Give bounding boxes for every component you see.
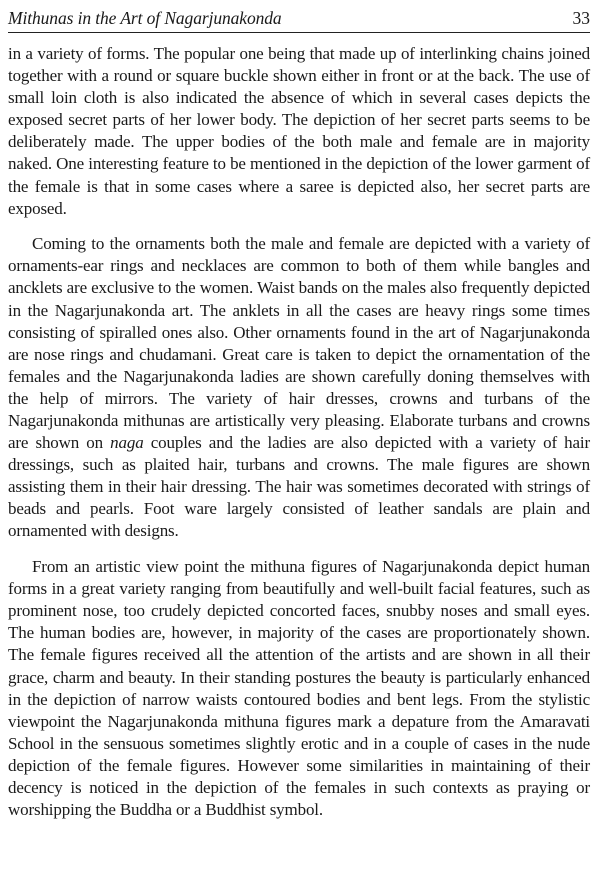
running-header (8, 8, 590, 33)
italic-term: naga (110, 433, 144, 453)
page-number: 33 (572, 8, 590, 28)
paragraph-text: couples and the ladies are also depicted with a variety of hair dressings, such as plaited hair, turbans and crowns. The male figures are shown assisting them in their hair dressing. The hair was sometimes decorated with strings of beads and pearls. Foot ware largely consisted of leather sandals are plain and ornamented with designs. (8, 433, 591, 541)
body-text (8, 43, 590, 821)
paragraph-text: Coming to the ornaments both the male and female are depicted with a variety of ornaments-ear rings and necklaces are common to both of them while bangles and ancklets are exclusive to the women. Waist bands on the males also frequently depicted in the Nagarjunakonda art. The anklets in all the cases are heavy rings some times consisting of spiralled ones also. Other ornaments found in the art of Nagarjunakonda are nose rings and chudamani. Great care is taken to depict the ornamentation of the females and the Nagarjunakonda ladies are shown carefully doning themselves with the help of mirrors. The variety of hair dresses, crowns and turbans of the Nagarjunakonda mithunas are artistically very pleasing. Elaborate turbans and crowns are shown on (8, 234, 590, 453)
paragraph-ornaments (8, 233, 590, 542)
paragraph-continued: in a variety of forms. The popular one being that made up of interlinking chains joined together with a round or square buckle shown either in front or at the back. The use of small loin cloth is also indicated the absence of which in several cases depicts the exposed secret parts of her lower body. The depiction of her secret parts seems to be deliberately made. The upper bodies of the both male and female are in majority naked. One interesting feature to be mentioned in the depiction of the lower garment of the female is that in some cases where a saree is depicted also, her secret parts are exposed. (8, 44, 590, 218)
running-title: Mithunas in the Art of Nagarjunakonda (8, 8, 282, 28)
paragraph-artistic-view: From an artistic view point the mithuna figures of Nagarjunakonda depict human forms in a great variety ranging from beautifully and well-built facial features, such as prominent nose, too crudely depicted concorted faces, snubby noses and small eyes. The human bodies are, however, in majority of the cases are proportionately shown. The female figures received all the attention of the artists and are shown in all their grace, charm and beauty. In their standing postures the beauty is particularly enhanced in the depiction of narrow waists contoured bodies and bent legs. From the stylistic viewpoint the Nagarjunakonda mithuna figures mark a depature from the Amaravati School in the sensuous sometimes slightly erotic and in a couple of cases in the nude depiction of the female figures. However some similarities in maintaining of their decency is noticed in the depiction of the females in such contexts as praying or worshipping the Buddha or a Buddhist symbol. (8, 557, 590, 820)
